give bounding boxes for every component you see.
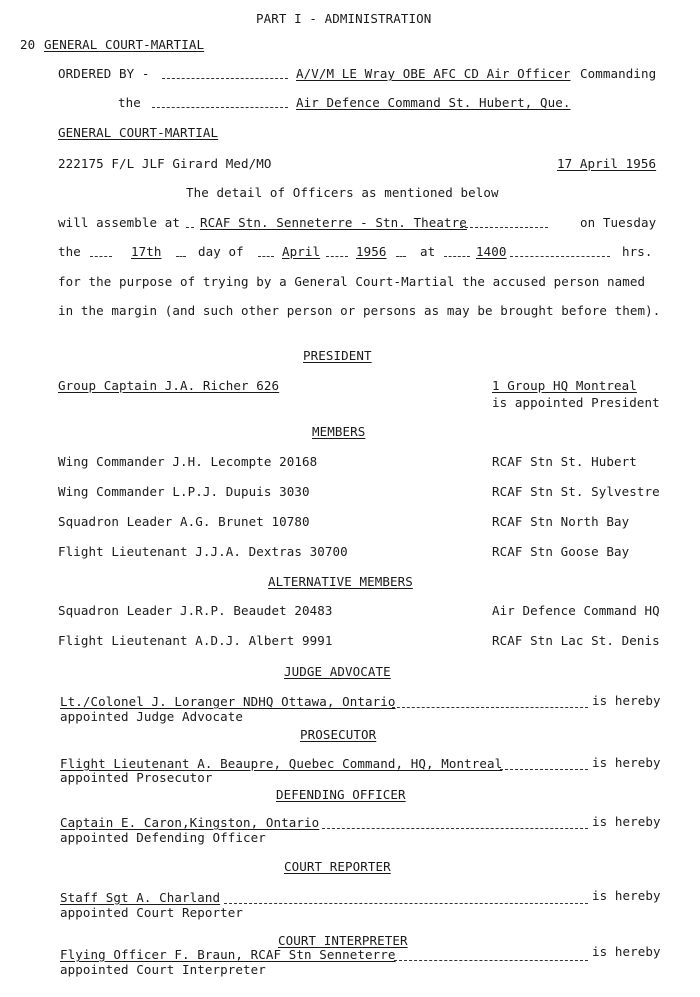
judge-advocate-name: Lt./Colonel J. Loranger NDHQ Ottawa, Ontario [60, 694, 396, 709]
alternative-heading: ALTERNATIVE MEMBERS [268, 574, 413, 589]
assemble-place: RCAF Stn. Senneterre - Stn. Theatre [200, 215, 467, 230]
member-name: Wing Commander L.P.J. Dupuis 3030 [58, 484, 310, 499]
alternative-member-unit: Air Defence Command HQ [492, 603, 660, 618]
ordered-by-label: ORDERED BY - [58, 66, 150, 81]
order-date: 17 April 1956 [557, 156, 657, 171]
when-at: at [420, 244, 436, 259]
item-title: GENERAL COURT-MARTIAL [44, 37, 205, 52]
defending-officer-heading: DEFENDING OFFICER [276, 787, 406, 802]
when-dash-1 [90, 246, 112, 257]
court-interpreter-dash [394, 950, 588, 961]
prosecutor-name: Flight Lieutenant A. Beaupre, Quebec Command, HQ, Montreal [60, 756, 503, 771]
ordered-by-dash [162, 68, 288, 79]
part-title: PART I - ADMINISTRATION [256, 11, 432, 26]
court-reporter-heading: COURT REPORTER [284, 859, 391, 874]
when-dash-6 [444, 246, 470, 257]
when-dash-4 [326, 246, 348, 257]
prosecutor-hereby: is hereby [592, 755, 661, 770]
court-reporter-hereby: is hereby [592, 888, 661, 903]
members-heading: MEMBERS [312, 424, 366, 439]
when-dash-2 [176, 246, 186, 257]
judge-advocate-hereby: is hereby [592, 693, 661, 708]
assemble-dash-1 [186, 217, 194, 228]
defending-officer-name: Captain E. Caron,Kingston, Ontario [60, 815, 320, 830]
when-hrs: hrs. [622, 244, 653, 259]
purpose-line-1: for the purpose of trying by a General Court-Martial the accused person named [58, 274, 646, 289]
the-label: the [118, 95, 141, 110]
purpose-line-2: in the margin (and such other person or persons as may be brought before them). [58, 303, 661, 318]
alternative-member-unit: RCAF Stn Lac St. Denis [492, 633, 660, 648]
when-dash-3 [258, 246, 274, 257]
president-appointed: is appointed President [492, 395, 660, 410]
court-reporter-dash [224, 893, 588, 904]
command-dash [152, 97, 288, 108]
gcm-label: GENERAL COURT-MARTIAL [58, 125, 219, 140]
defending-officer-dash [322, 818, 588, 829]
defending-officer-appointed: appointed Defending Officer [60, 830, 266, 845]
judge-advocate-dash [392, 697, 588, 708]
detail-text: The detail of Officers as mentioned below [186, 185, 499, 200]
when-month: April [282, 244, 321, 259]
member-name: Wing Commander J.H. Lecompte 20168 [58, 454, 318, 469]
ordered-by-name: A/V/M LE Wray OBE AFC CD Air Officer [296, 66, 571, 81]
prosecutor-appointed: appointed Prosecutor [60, 770, 213, 785]
prosecutor-dash [500, 759, 588, 770]
prosecutor-heading: PROSECUTOR [300, 727, 377, 742]
court-reporter-appointed: appointed Court Reporter [60, 905, 244, 920]
defending-officer-hereby: is hereby [592, 814, 661, 829]
assemble-day: on Tuesday [580, 215, 657, 230]
judge-advocate-appointed: appointed Judge Advocate [60, 709, 244, 724]
command-name: Air Defence Command St. Hubert, Que. [296, 95, 571, 110]
when-day: 17th [131, 244, 162, 259]
member-unit: RCAF Stn Goose Bay [492, 544, 630, 559]
court-interpreter-hereby: is hereby [592, 944, 661, 959]
court-interpreter-appointed: appointed Court Interpreter [60, 962, 266, 977]
court-interpreter-heading: COURT INTERPRETER [278, 933, 408, 948]
commanding-text: Commanding [580, 66, 657, 81]
when-year: 1956 [356, 244, 387, 259]
member-unit: RCAF Stn St. Sylvestre [492, 484, 660, 499]
president-heading: PRESIDENT [303, 348, 372, 363]
accused-name: 222175 F/L JLF Girard Med/MO [58, 156, 272, 171]
alternative-member-name: Squadron Leader J.R.P. Beaudet 20483 [58, 603, 333, 618]
when-dash-5 [396, 246, 406, 257]
assemble-dash-2 [460, 217, 548, 228]
member-name: Squadron Leader A.G. Brunet 10780 [58, 514, 310, 529]
member-name: Flight Lieutenant J.J.A. Dextras 30700 [58, 544, 348, 559]
when-dash-7 [510, 246, 610, 257]
when-time: 1400 [476, 244, 507, 259]
item-number: 20 [20, 37, 36, 52]
when-the: the [58, 244, 81, 259]
president-unit: 1 Group HQ Montreal [492, 378, 637, 393]
member-unit: RCAF Stn North Bay [492, 514, 630, 529]
alternative-member-name: Flight Lieutenant A.D.J. Albert 9991 [58, 633, 333, 648]
court-reporter-name: Staff Sgt A. Charland [60, 890, 221, 905]
member-unit: RCAF Stn St. Hubert [492, 454, 637, 469]
court-interpreter-name: Flying Officer F. Braun, RCAF Stn Senneterre [60, 947, 396, 962]
when-day-of: day of [198, 244, 244, 259]
judge-advocate-heading: JUDGE ADVOCATE [284, 664, 391, 679]
assemble-prefix: will assemble at [58, 215, 181, 230]
president-name: Group Captain J.A. Richer 626 [58, 378, 280, 393]
